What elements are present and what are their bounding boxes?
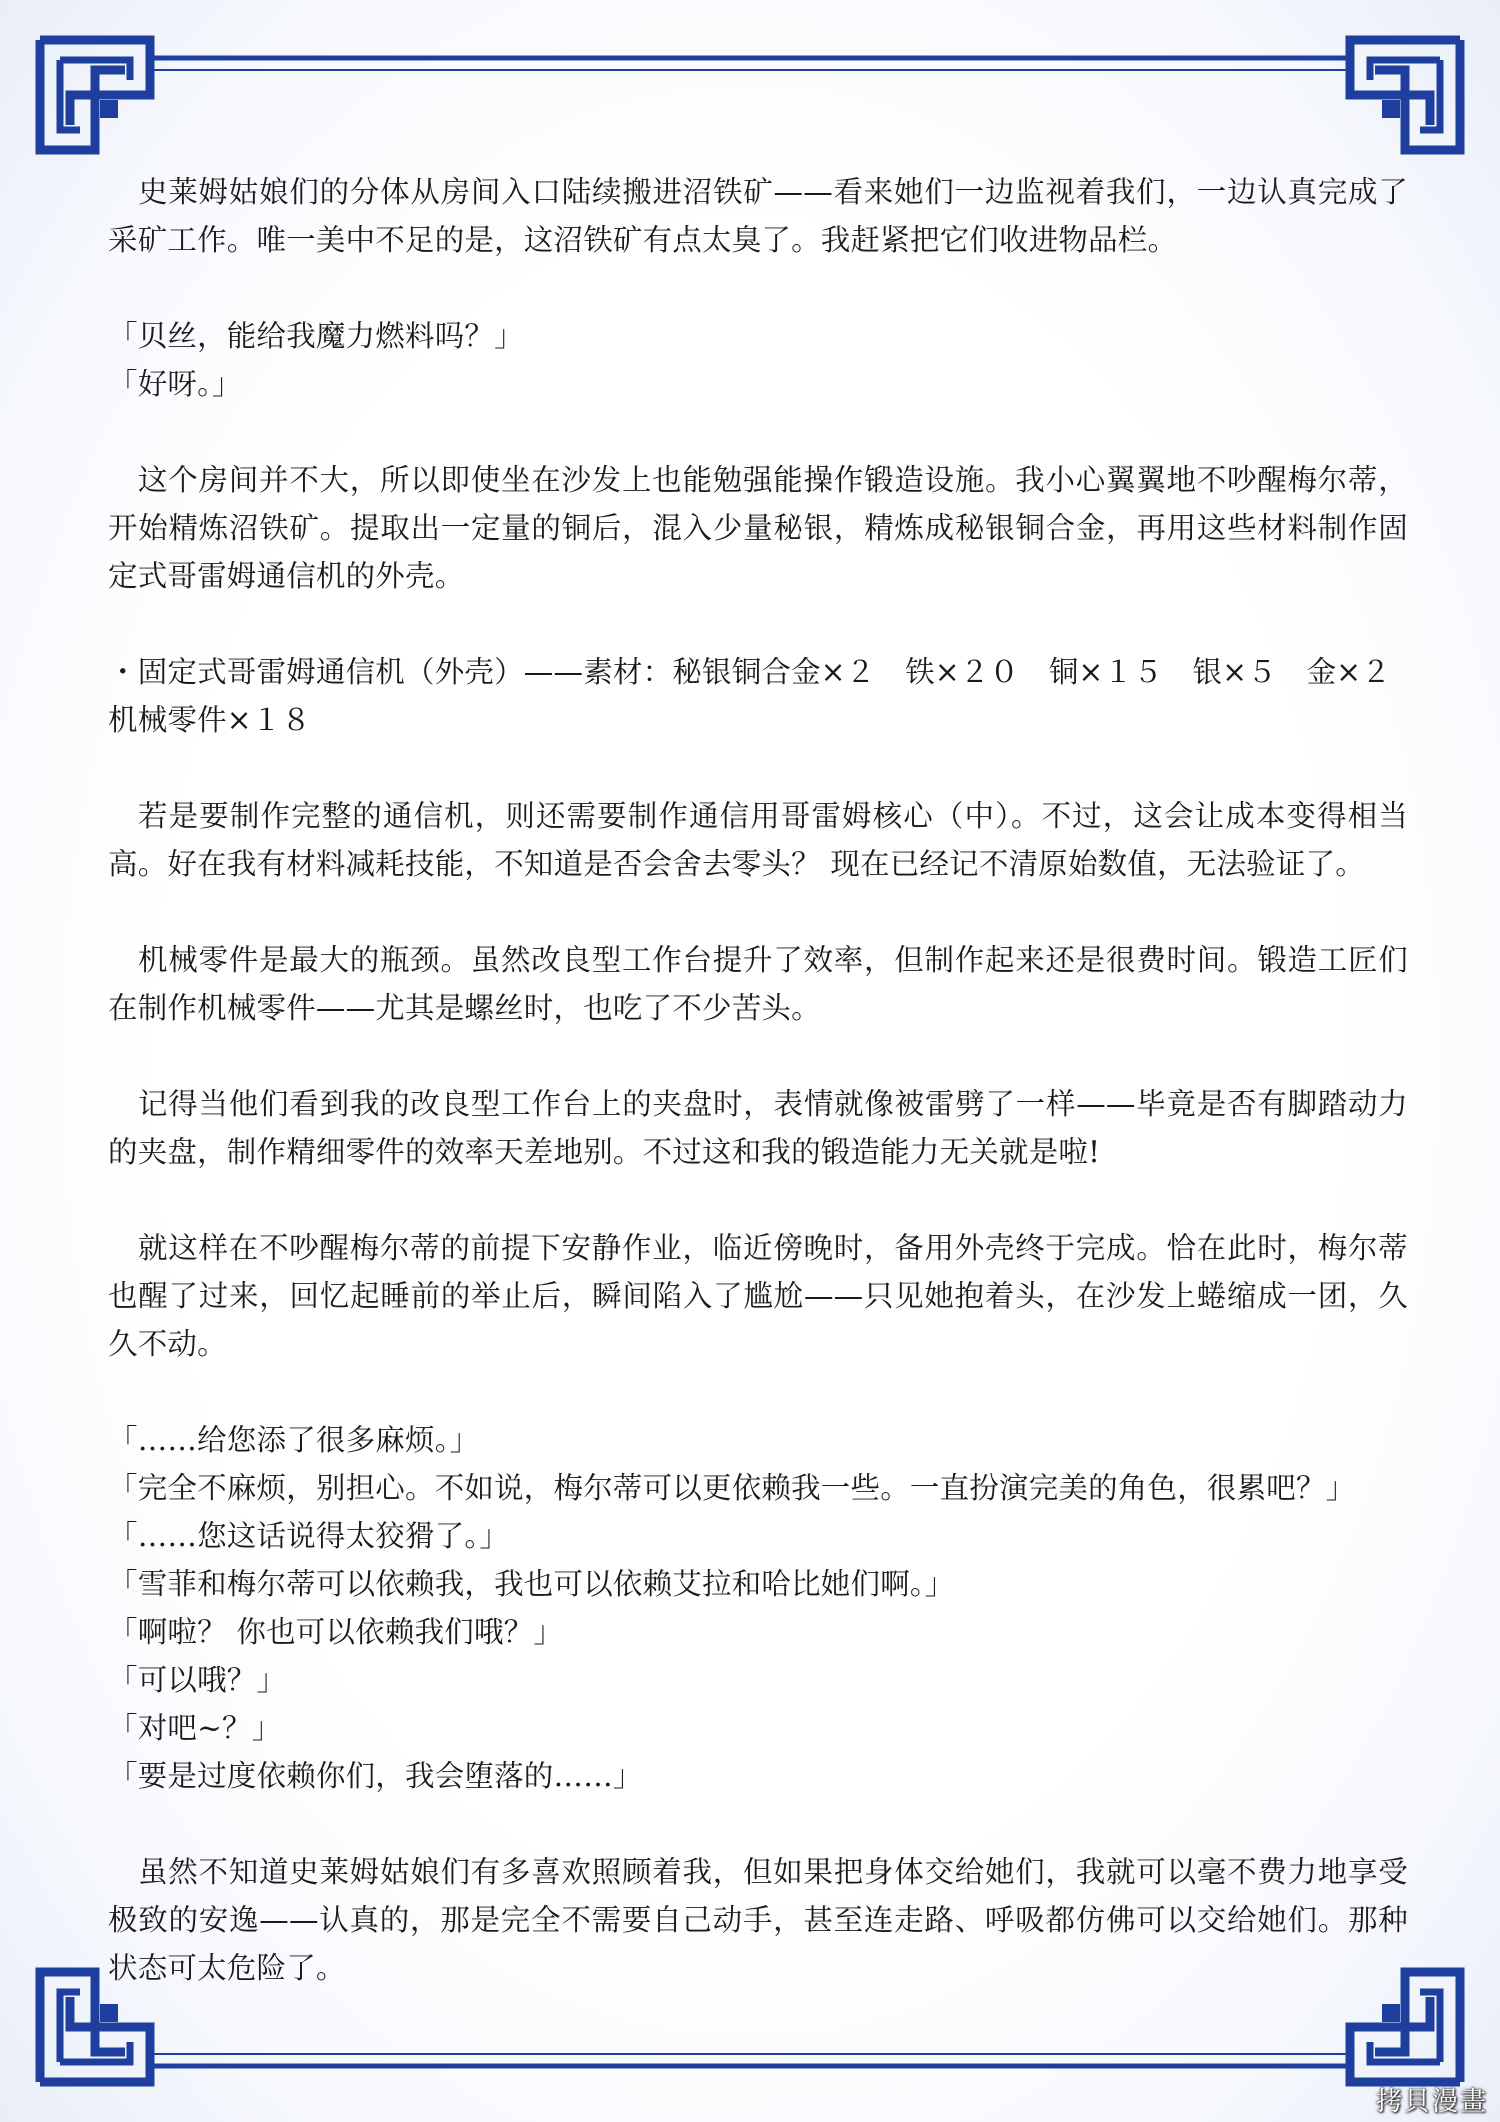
- paragraph: 记得当他们看到我的改良型工作台上的夹盘时，表情就像被雷劈了一样——毕竟是否有脚踏动力的夹盘，制作精细零件的效率天差地别。不过这和我的锻造能力无关就是啦!: [108, 1087, 1408, 1169]
- document-body: [108, 168, 1421, 1992]
- paragraph-gap: [108, 888, 1408, 936]
- corner-ornament-top-left: [40, 40, 150, 150]
- paragraph-gap: [108, 1176, 1408, 1224]
- watermark: 拷貝漫畫: [1375, 2087, 1488, 2117]
- paragraph-gap: [108, 1800, 1408, 1848]
- paragraph-gap: [108, 744, 1408, 792]
- paragraph-gap: [108, 600, 1408, 648]
- paragraph: 这个房间并不大，所以即使坐在沙发上也能勉强能操作锻造设施。我小心翼翼地不吵醒梅尔蒂，开始精炼沼铁矿。提取出一定量的铜后，混入少量秘银，精炼成秘银铜合金，再用这些材料制作固定式哥雷姆通信机的外壳。: [108, 463, 1408, 593]
- dialogue-line: 「……您这话说得太狡猾了。」: [108, 1519, 510, 1553]
- paragraph-gap: [108, 1368, 1408, 1416]
- paragraph: 虽然不知道史莱姆姑娘们有多喜欢照顾着我，但如果把身体交给她们，我就可以毫不费力地享受极致的安逸——认真的，那是完全不需要自己动手，甚至连走路、呼吸都仿佛可以交给她们。那种状态可太危险了。: [108, 1855, 1408, 1985]
- paragraph: 机械零件是最大的瓶颈。虽然改良型工作台提升了效率，但制作起来还是很费时间。锻造工匠们在制作机械零件——尤其是螺丝时，也吃了不少苦头。: [108, 943, 1408, 1025]
- dialogue-line: 「……给您添了很多麻烦。」: [108, 1423, 480, 1457]
- dialogue-line: 「要是过度依赖你们，我会堕落的……」: [108, 1759, 643, 1793]
- dialogue-line: ・固定式哥雷姆通信机（外壳）——素材：秘银铜合金×２ 铁×２０ 铜×１５ 银×５ 金×２ 机械零件×１８: [108, 655, 1421, 737]
- paragraph: 就这样在不吵醒梅尔蒂的前提下安静作业，临近傍晚时，备用外壳终于完成。恰在此时，梅尔蒂也醒了过来，回忆起睡前的举止后，瞬间陷入了尴尬——只见她抱着头，在沙发上蜷缩成一团，久久不动。: [108, 1231, 1408, 1361]
- paragraph-gap: [108, 408, 1408, 456]
- dialogue-line: 「好呀。」: [108, 367, 242, 401]
- dialogue-line: 「雪菲和梅尔蒂可以依赖我，我也可以依赖艾拉和哈比她们啊。」: [108, 1567, 955, 1601]
- paragraph: 若是要制作完整的通信机，则还需要制作通信用哥雷姆核心（中）。不过，这会让成本变得相当高。好在我有材料减耗技能，不知道是否会舍去零头？ 现在已经记不清原始数值，无法验证了。: [108, 799, 1408, 881]
- paragraph-gap: [108, 264, 1408, 312]
- paragraph-gap: [108, 1032, 1408, 1080]
- dialogue-line: 「完全不麻烦，别担心。不如说，梅尔蒂可以更依赖我一些。一直扮演完美的角色，很累吧？」: [108, 1471, 1356, 1505]
- dialogue-line: 「啊啦？ 你也可以依赖我们哦？」: [108, 1615, 564, 1649]
- dialogue-line: 「可以哦？」: [108, 1663, 287, 1697]
- paragraph: 史莱姆姑娘们的分体从房间入口陆续搬进沼铁矿——看来她们一边监视着我们，一边认真完成了采矿工作。唯一美中不足的是，这沼铁矿有点太臭了。我赶紧把它们收进物品栏。: [108, 175, 1408, 257]
- corner-ornament-top-right: [1350, 40, 1460, 150]
- dialogue-line: 「贝丝，能给我魔力燃料吗？」: [108, 319, 524, 353]
- dialogue-line: 「对吧~？」: [108, 1711, 282, 1745]
